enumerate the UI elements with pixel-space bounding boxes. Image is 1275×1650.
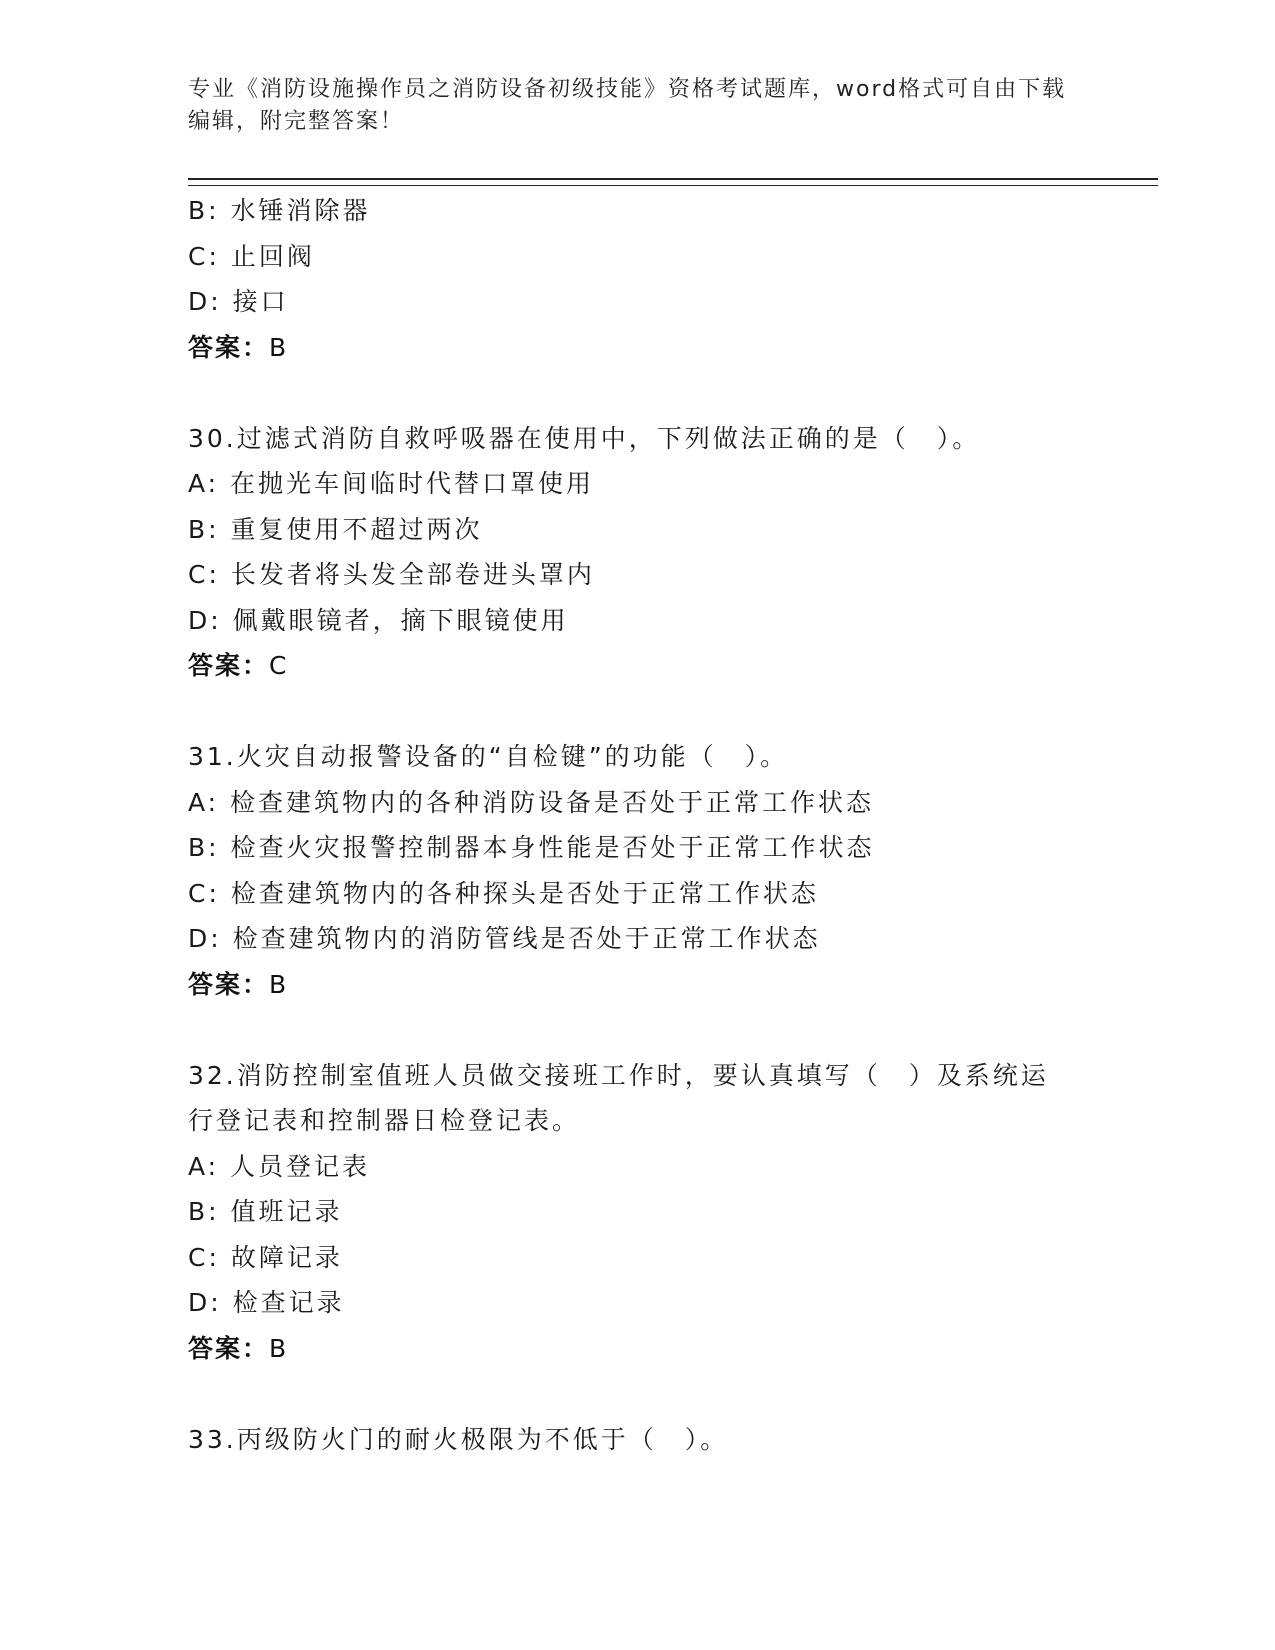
- option-b: B: 水锤消除器: [188, 196, 371, 225]
- question-31: [188, 734, 1088, 1007]
- question-content: [188, 188, 1088, 1462]
- answer-line: 答案：B: [188, 1333, 289, 1363]
- question-stem: 31.火灾自动报警设备的“自检键”的功能（ ）。: [188, 742, 789, 771]
- question-30: [188, 416, 1088, 689]
- question-stem: 33.丙级防火门的耐火极限为不低于（ ）。: [188, 1424, 729, 1454]
- option-d: D: 接口: [188, 287, 289, 316]
- option-b: B: 值班记录: [188, 1197, 343, 1226]
- page-header: 专业《消防设施操作员之消防设备初级技能》资格考试题库，word格式可自由下载编辑，附完整答案！: [188, 77, 1067, 134]
- question-32: [188, 1053, 1088, 1372]
- option-a: A: 在抛光车间临时代替口罩使用: [188, 469, 595, 498]
- option-b: B: 检查火灾报警控制器本身性能是否处于正常工作状态: [188, 833, 875, 862]
- option-c: C: 止回阀: [188, 241, 315, 271]
- answer-line: 答案：B: [188, 969, 289, 999]
- option-c: C: 长发者将头发全部卷进头罩内: [188, 560, 595, 589]
- answer-line: 答案：C: [188, 651, 289, 680]
- question-stem: 30.过滤式消防自救呼吸器在使用中，下列做法正确的是（ ）。: [188, 423, 981, 453]
- option-c: C: 故障记录: [188, 1242, 343, 1272]
- answer-line: 答案：B: [188, 332, 289, 362]
- option-a: A: 检查建筑物内的各种消防设备是否处于正常工作状态: [188, 787, 875, 817]
- question-stem: 32.消防控制室值班人员做交接班工作时，要认真填写（ ）及系统运行登记表和控制器日检登记表。: [188, 1060, 1049, 1135]
- question-29-continuation: [188, 188, 1088, 370]
- option-d: D: 检查记录: [188, 1288, 345, 1317]
- option-d: D: 佩戴眼镜者，摘下眼镜使用: [188, 605, 569, 635]
- header-divider: [188, 178, 1158, 186]
- option-d: D: 检查建筑物内的消防管线是否处于正常工作状态: [188, 924, 821, 953]
- question-33: [188, 1417, 1088, 1463]
- option-c: C: 检查建筑物内的各种探头是否处于正常工作状态: [188, 878, 819, 908]
- option-a: A: 人员登记表: [188, 1151, 371, 1181]
- option-b: B: 重复使用不超过两次: [188, 514, 483, 544]
